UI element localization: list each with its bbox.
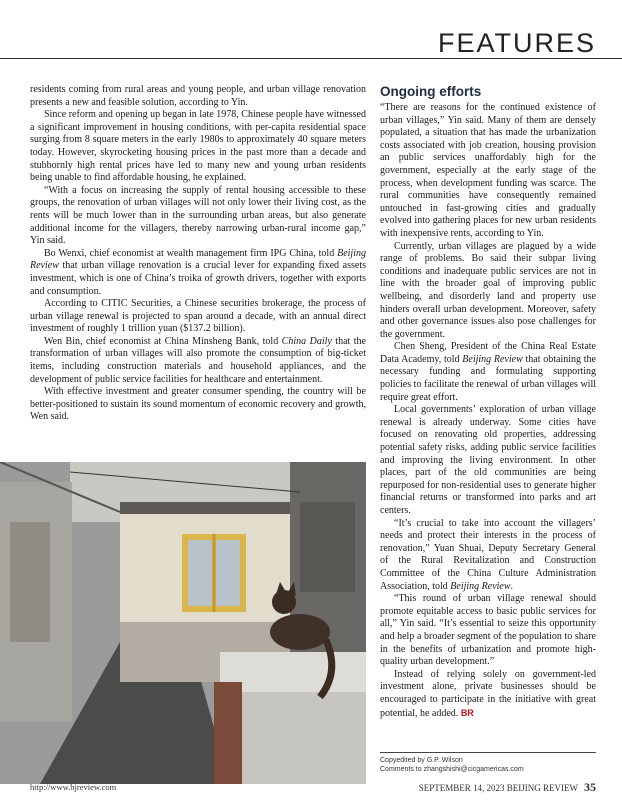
body-paragraph: “This round of urban village renewal should promote equitable access to basic public services for all,” Yin said. “It’s essential to seize this opportunity and help a broader segment of the population to share in the benefits of urbanization and promote high-quality urban development.”: [380, 593, 596, 668]
body-paragraph: “There are reasons for the continued existence of urban villages,” Yin said. Many of them are densely populated, a situation that has made the urbanization costs associated with job creation, housing provision an public services unaffordably high for the government, especially at the early stage of the process, when development funding was scarce. The rural communities have consequently remained untouched in fast-growing cities and gradually evolved into gathering places for new urban residents with inexpensive rents, according to Yin.: [380, 102, 596, 239]
publication-name: Beijing Review: [30, 247, 366, 272]
publication-name: Beijing Review: [450, 580, 511, 592]
footer-url[interactable]: http://www.bjreview.com: [30, 782, 117, 792]
body-paragraph: Instead of relying solely on government-led investment alone, private businesses should be encouraged to participate in the initiative with great potential, he added. BR: [380, 668, 596, 719]
subheading: Ongoing efforts: [380, 84, 482, 99]
comments-email: Comments to zhangshishi@cicgamericas.com: [380, 766, 524, 773]
body-paragraph: residents coming from rural areas and young people, and urban village renovation presents a new and feasible solution, according to Yin.: [30, 84, 366, 108]
body-paragraph: Bo Wenxi, chief economist at wealth management firm IPG China, told Beijing Review that urban village renovation is a crucial lever for expanding fixed assets investment, which is one of China’s troika of growth drivers, together with exports and consumption.: [30, 247, 366, 297]
body-paragraph: “It’s crucial to take into account the villagers’ needs and protect their interests in the process of renovation,” Yuan Shuai, Deputy Secretary General of the Rural Revitalization and Construction Committee of the China Culture Administration Association, told Beijing Review.: [380, 517, 596, 592]
end-mark: BR: [460, 707, 474, 718]
body-paragraph: Chen Sheng, President of the China Real Estate Data Academy, told Beijing Review that obtaining the necessary funding and formulating supporting policies to facilitate the renewal of urban villages will require great effort.: [380, 341, 596, 403]
header-rule: [0, 58, 622, 59]
photo-illustration: [0, 462, 366, 784]
body-paragraph: “With a focus on increasing the supply of rental housing accessible to these groups, the renovation of urban villages will not only lower their living cost, as the rents will be much lower than in the surrounding urban areas, but also generate additional income for the villagers, thereby narrowing urban-rural income gap,” Yin said.: [30, 184, 366, 247]
body-paragraph: According to CITIC Securities, a Chinese securities brokerage, the process of urban village renewal is projected to span around a decade, with an annual direct investment of roughly 1 trillion yuan ($137.2 billion).: [30, 298, 366, 335]
urban-village-photo: [0, 462, 366, 784]
body-paragraph: Wen Bin, chief economist at China Minsheng Bank, told China Daily that the transformation of urban villages will also promote the consumption of big-ticket items, including construction materials and household appliances, and the development of public service facilities for healthcare and entertainment.: [30, 335, 366, 385]
publication-name: China Daily: [281, 335, 332, 347]
body-paragraph: Currently, urban villages are plagued by a wide range of problems. Bo said their subpar living conditions and inadequate public services are not in line with the broader goal of improving public wellbeing, and disorderly land and property use hinders overall urban development. Moreover, safety and other governance issues also pose challenges for the government.: [380, 240, 596, 340]
credits-rule: [380, 752, 596, 753]
page-number: 35: [584, 780, 596, 794]
credits: [380, 756, 596, 774]
publication-name: Beijing Review: [462, 353, 523, 365]
body-paragraph: Local governments’ exploration of urban village renewal is already underway. Some cities have focused on renovating old properties, addressing potential safety risks, adding public service facilities and improving the living environment. In other places, part of the old communities are being repurposed for non-residential uses to generate higher financial returns or transformed into parks and art centers.: [380, 404, 596, 516]
right-column: [380, 84, 596, 720]
copyedit-credit: Copyedited by G.P. Wilson: [380, 757, 463, 764]
section-label: FEATURES: [437, 28, 596, 58]
body-paragraph: With effective investment and greater consumer spending, the country will be better-positioned to sustain its sound momentum of economic recovery and growth, Wen said.: [30, 386, 366, 423]
body-paragraph: Since reform and opening up began in late 1978, Chinese people have witnessed a significant improvement in housing conditions, with per-capita residential space surging from 8 square meters in the early 1980s to approximately 40 square meters today. However, skyrocketing housing prices in the past more than a decade and stubbornly high rental prices have led to many new and young urban residents being unable to find affordable housing, he explained.: [30, 109, 366, 184]
left-column: [30, 84, 366, 424]
footer-issue: SEPTEMBER 14, 2023 BEIJING REVIEW 35: [418, 780, 596, 794]
